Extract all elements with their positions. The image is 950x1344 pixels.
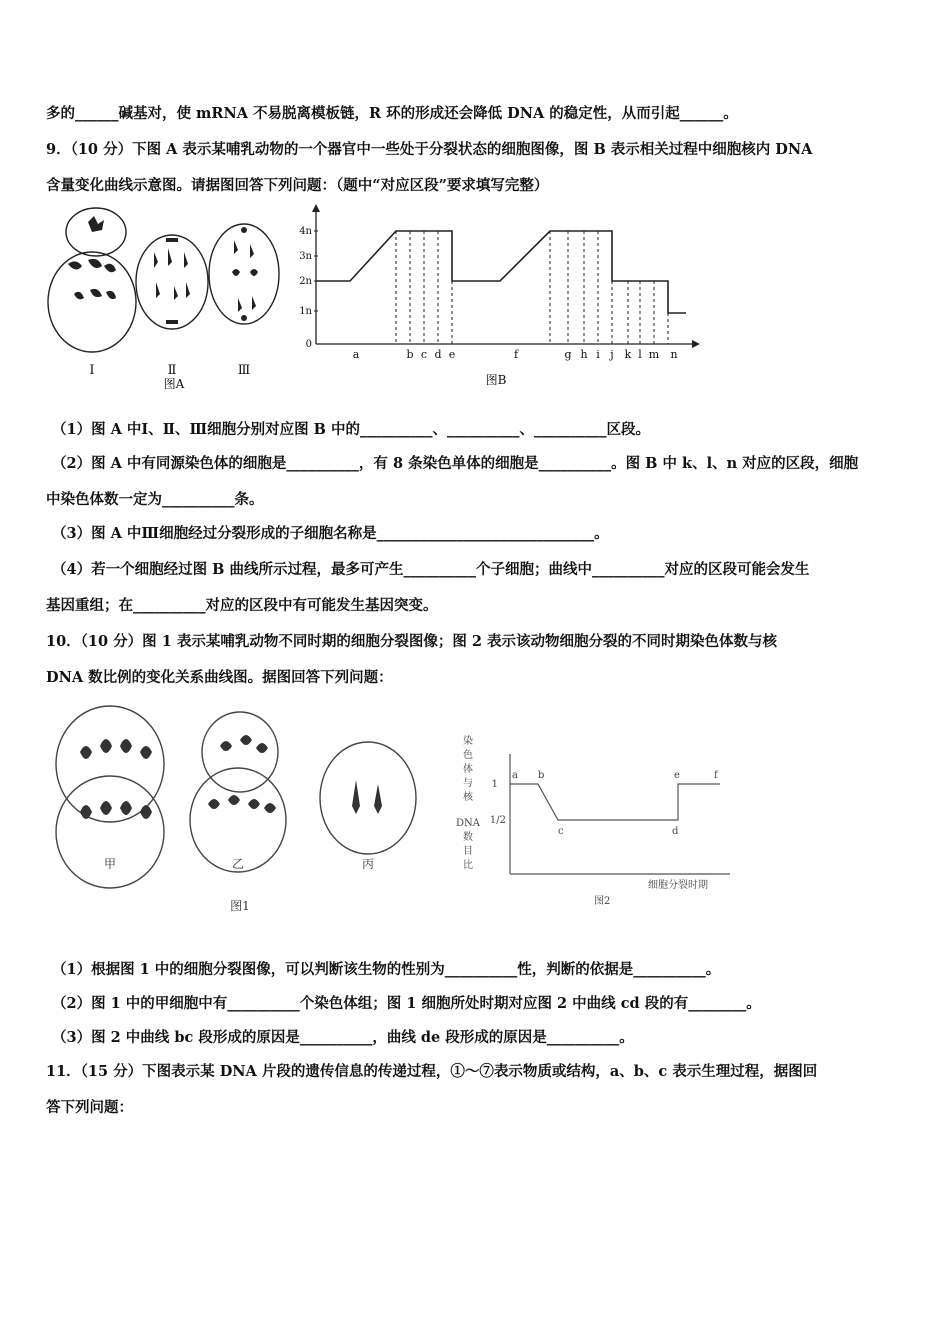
figure-1-label-jia: 甲 bbox=[103, 857, 117, 871]
figure-1 bbox=[44, 700, 434, 920]
question-9-part-3: （3）图 A 中Ⅲ细胞经过分裂形成的子细胞名称是______________________________。 bbox=[52, 525, 609, 542]
question-11-stem: 11．（15 分）下图表示某 DNA 片段的遗传信息的传递过程，①～⑦表示物质或结构，a、b、c 表示生理过程，据图回 bbox=[46, 1063, 818, 1080]
figure-b-x-tick-l: l bbox=[638, 348, 642, 361]
cell-iii bbox=[209, 224, 279, 324]
figure-2 bbox=[448, 730, 748, 910]
figure-2-ylabel-7: 目 bbox=[463, 846, 473, 857]
figure-b-x-tick-m: m bbox=[648, 348, 660, 361]
figure-1-label-yi: 乙 bbox=[231, 857, 245, 871]
cell-i-top bbox=[66, 208, 126, 256]
figure-b-curve bbox=[316, 231, 686, 313]
figure-b-y-tick-4n: 4n bbox=[299, 226, 312, 237]
figure-2-y-tick-half: 1/2 bbox=[489, 815, 506, 826]
question-9-part-2-cont: 中染色体数一定为__________条。 bbox=[46, 491, 264, 508]
figure-a bbox=[44, 202, 294, 392]
figure-b-y-tick-0: 0 bbox=[305, 339, 312, 350]
figure-2-point-c: c bbox=[558, 826, 564, 837]
figure-2-caption: 图2 bbox=[594, 896, 611, 907]
figure-b-x-tick-k: k bbox=[624, 348, 632, 361]
figure-b-y-tick-2n: 2n bbox=[299, 276, 312, 287]
figure-2-ylabel-4: 核 bbox=[463, 792, 473, 803]
question-10-part-2: （2）图 1 中的甲细胞中有__________个染色体组；图 1 细胞所处时期对应图 2 中曲线 cd 段的有________。 bbox=[52, 995, 761, 1012]
figure-2-curve bbox=[510, 784, 720, 820]
figure-b-x-tick-d: d bbox=[434, 348, 442, 361]
figure-b-x-tick-n: n bbox=[670, 348, 678, 361]
figure-b-x-tick-e: e bbox=[448, 348, 456, 361]
figure-2-ylabel-6: 数 bbox=[463, 832, 473, 843]
figure-b-caption: 图B bbox=[485, 373, 507, 387]
question-10-stem: 10．（10 分）图 1 表示某哺乳动物不同时期的细胞分裂图像；图 2 表示该动物细胞分裂的不同时期染色体数与核 bbox=[46, 633, 778, 650]
figure-2-xlabel: 细胞分裂时期 bbox=[648, 880, 708, 891]
question-9-stem-cont: 含量变化曲线示意图。请据图回答下列问题：（题中“对应区段”要求填写完整） bbox=[46, 177, 549, 194]
figure-b-x-tick-j: j bbox=[610, 348, 614, 361]
figure-b-y-tick-3n: 3n bbox=[299, 251, 312, 262]
figure-b-x-tick-c: c bbox=[420, 348, 428, 361]
figure-a-caption: 图A bbox=[163, 377, 185, 391]
figure-2-ylabel-0: 染 bbox=[463, 736, 473, 747]
figure-a-label-iii: Ⅲ bbox=[237, 363, 251, 378]
figure-a-label-ii: Ⅱ bbox=[167, 363, 177, 378]
figure-2-ylabel-1: 色 bbox=[463, 750, 473, 761]
figure-1-caption: 图1 bbox=[230, 899, 250, 913]
text-line-1: 多的______碱基对，使 mRNA 不易脱离模板链，R 环的形成还会降低 DNA 的稳定性，从而引起______。 bbox=[46, 105, 738, 122]
figure-2-point-f: f bbox=[714, 770, 718, 781]
figure-2-ylabel-5: DNA bbox=[456, 818, 480, 829]
figure-2-ylabel-2: 体 bbox=[463, 764, 473, 775]
question-10-stem-cont: DNA 数比例的变化关系曲线图。据图回答下列问题： bbox=[46, 669, 393, 686]
figure-b-x-tick-g: g bbox=[564, 348, 572, 361]
figure-2-point-a: a bbox=[512, 770, 518, 781]
figure-b-x-tick-f: f bbox=[513, 348, 519, 361]
figure-2-point-e: e bbox=[674, 770, 680, 781]
figure-1-label-bing: 丙 bbox=[361, 857, 375, 871]
question-11-stem-cont: 答下列问题： bbox=[46, 1099, 133, 1116]
figure-b-x-tick-a: a bbox=[352, 348, 360, 361]
question-9-stem: 9．（10 分）下图 A 表示某哺乳动物的一个器官中一些处于分裂状态的细胞图像，图 B 表示相关过程中细胞核内 DNA bbox=[46, 141, 813, 158]
figure-b-y-tick-1n: 1n bbox=[299, 306, 312, 317]
figure-2-ylabel-3: 与 bbox=[463, 778, 473, 789]
question-9-part-4: （4）若一个细胞经过图 B 曲线所示过程，最多可产生__________个子细胞；曲线中__________对应的区段可能会发生 bbox=[52, 561, 810, 578]
question-9-part-2: （2）图 A 中有同源染色体的细胞是__________，有 8 条染色单体的细胞是__________。图 B 中 k、l、n 对应的区段，细胞 bbox=[52, 455, 859, 472]
question-10-part-1: （1）根据图 1 中的细胞分裂图像，可以判断该生物的性别为__________性，判断的依据是__________。 bbox=[52, 961, 721, 978]
cell-i-bottom bbox=[48, 252, 136, 352]
figure-b-x-tick-b: b bbox=[406, 348, 414, 361]
figure-b bbox=[292, 202, 712, 392]
question-10-part-3: （3）图 2 中曲线 bc 段形成的原因是__________，曲线 de 段形成的原因是__________。 bbox=[52, 1029, 634, 1046]
figure-b-x-tick-h: h bbox=[580, 348, 588, 361]
figure-a-label-i: Ⅰ bbox=[89, 363, 95, 378]
cell-jia-bottom bbox=[56, 776, 164, 888]
figure-b-x-tick-i: i bbox=[596, 348, 600, 361]
figure-2-point-d: d bbox=[672, 826, 679, 837]
figure-2-point-b: b bbox=[538, 770, 545, 781]
figure-2-ylabel-8: 比 bbox=[463, 860, 473, 871]
cell-bing bbox=[320, 742, 416, 854]
question-9-part-4-cont: 基因重组；在__________对应的区段中有可能发生基因突变。 bbox=[46, 597, 438, 614]
figure-2-y-tick-1: 1 bbox=[491, 779, 498, 790]
question-9-part-1: （1）图 A 中Ⅰ、Ⅱ、Ⅲ细胞分别对应图 B 中的__________、__________、__________区段。 bbox=[52, 421, 650, 438]
cell-yi-top bbox=[202, 712, 278, 792]
cell-ii bbox=[136, 235, 208, 329]
